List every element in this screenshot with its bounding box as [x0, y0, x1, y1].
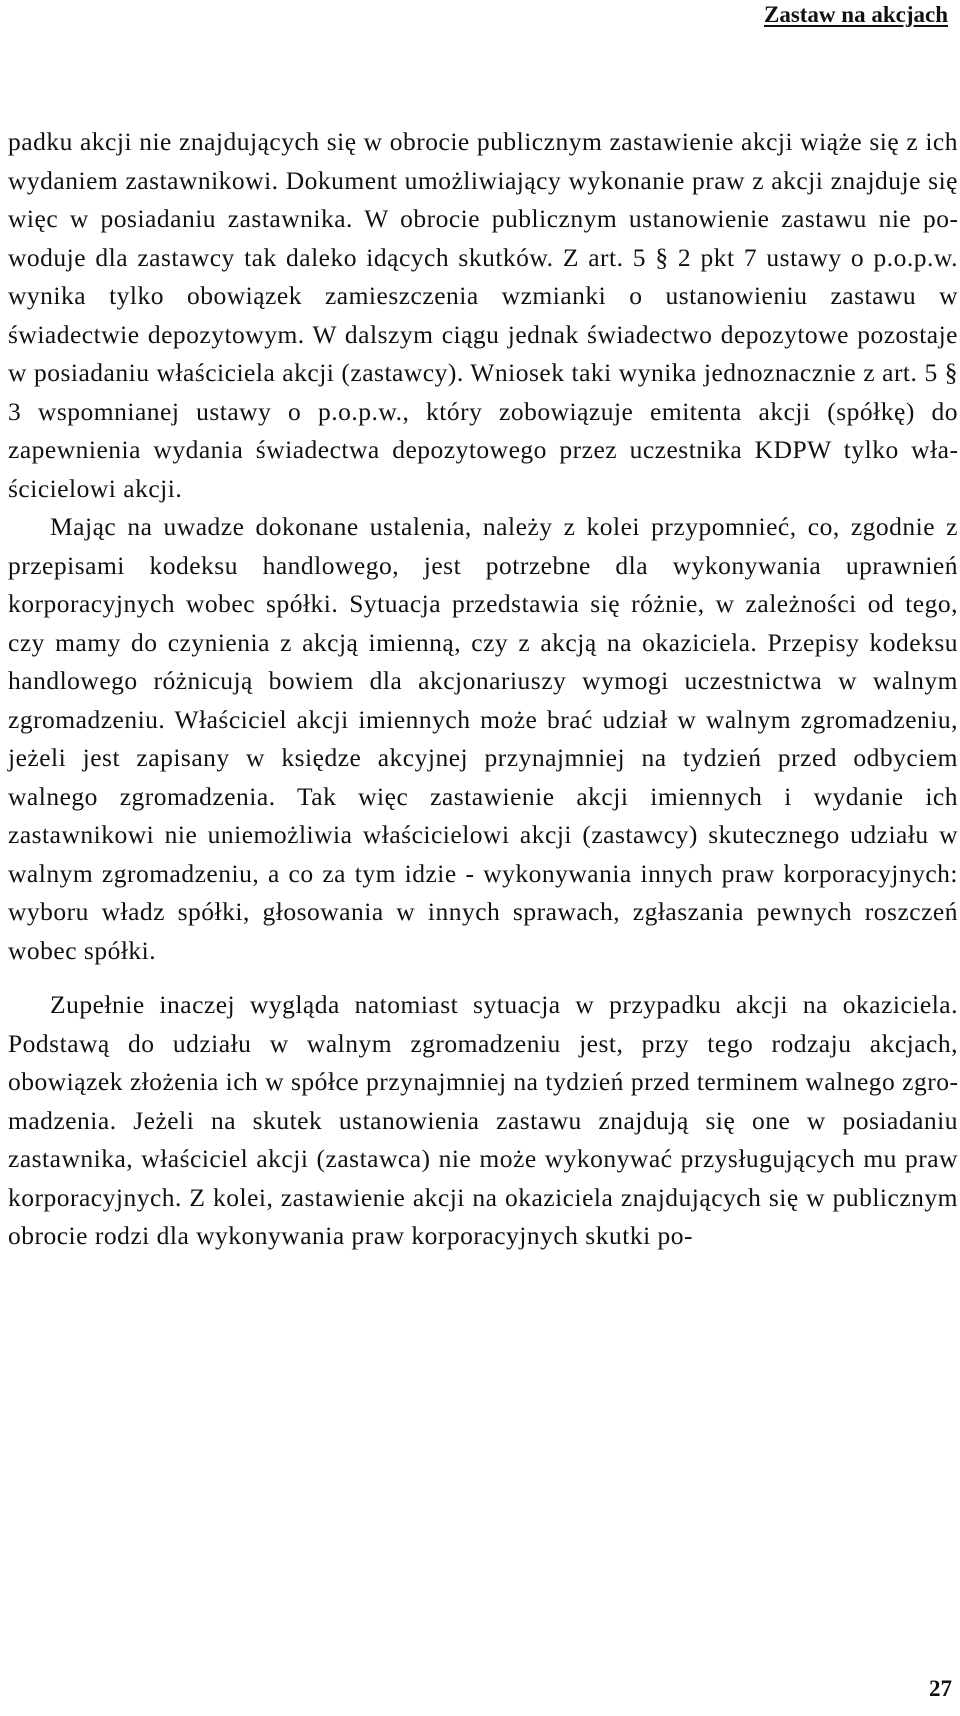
paragraph-3: Zupełnie inaczej wygląda natomiast sytuacja w przypadku akcji na okaziciela. Podstawą do udziału w walnym zgromadzeniu jest, przy tego rodzaju akcjach, obowiązek złożenia ich w spółce przynajmniej na tydzień przed terminem walnego zgromadzenia. Jeżeli na skutek ustanowienia zastawu znajdują się one w posiadaniu zastawnika, właściciel akcji (zastawca) nie może wykonywać przysługujących mu praw korporacyjnych. Z kolei, zastawienie akcji na okaziciela znajdujących się w publicznym obrocie rodzi dla wykonywania praw korporacyjnych skutki po-	[8, 990, 958, 1250]
paragraph-2: Mając na uwadze dokonane ustalenia, należy z kolei przypomnieć, co, zgodnie z przepisami kodeksu handlowego, jest potrzebne dla wykonywania uprawnień korporacyjnych wobec spółki. Sytuacja przedstawia się różnie, w zależności od tego, czy mamy do czynienia z akcją imienną, czy z akcją na okaziciela. Przepisy kodeksu handlowego różnicują bowiem dla akcjonariuszy wymogi uczestnictwa w walnym zgromadzeniu. Właściciel akcji imiennych może brać udział w walnym zgromadzeniu, jeżeli jest zapisany w księdze akcyjnej przynajmniej na tydzień przed odbyciem walnego zgromadzenia. Tak więc zastawienie akcji imiennych i wydanie ich zastawnikowi nie uniemożliwia właścicielowi akcji (zastawcy) skutecznego udziału w walnym zgromadzeniu, a co za tym idzie - wykonywania innych praw korporacyjnych: wyboru władz spółki, głosowania w innych sprawach, zgłaszania pewnych roszczeń wobec spółki.	[8, 512, 958, 965]
running-header-title: Zastaw na akcjach	[763, 2, 948, 27]
page-number: 27	[929, 1676, 952, 1701]
paragraph-1: padku akcji nie znajdujących się w obrocie publicznym zastawienie akcji wiąże się z ich wydaniem zastawnikowi. Dokument umożliwiający wykonanie praw z akcji znajduje się więc w posiadaniu zastawnika. W obrocie publicznym ustanowienie zastawu nie powoduje dla zastawcy tak daleko idących skutków. Z art. 5 § 2 pkt 7 ustawy o p.o.p.w. wynika tylko obowiązek zamieszczenia wzmianki o ustanowieniu zastawu w świadectwie depozytowym. W dalszym ciągu jednak świadectwo depozytowe pozostaje w posiadaniu właściciela akcji (zastawcy). Wniosek taki wynika jednoznacznie z art. 5 § 3 wspomnianej ustawy o p.o.p.w., który zobowiązuje emitenta akcji (spółkę) do zapewnienia wydania świadectwa depozytowego przez uczestnika KDPW tylko właścicielowi akcji.	[8, 127, 958, 503]
body-text	[8, 123, 958, 1256]
